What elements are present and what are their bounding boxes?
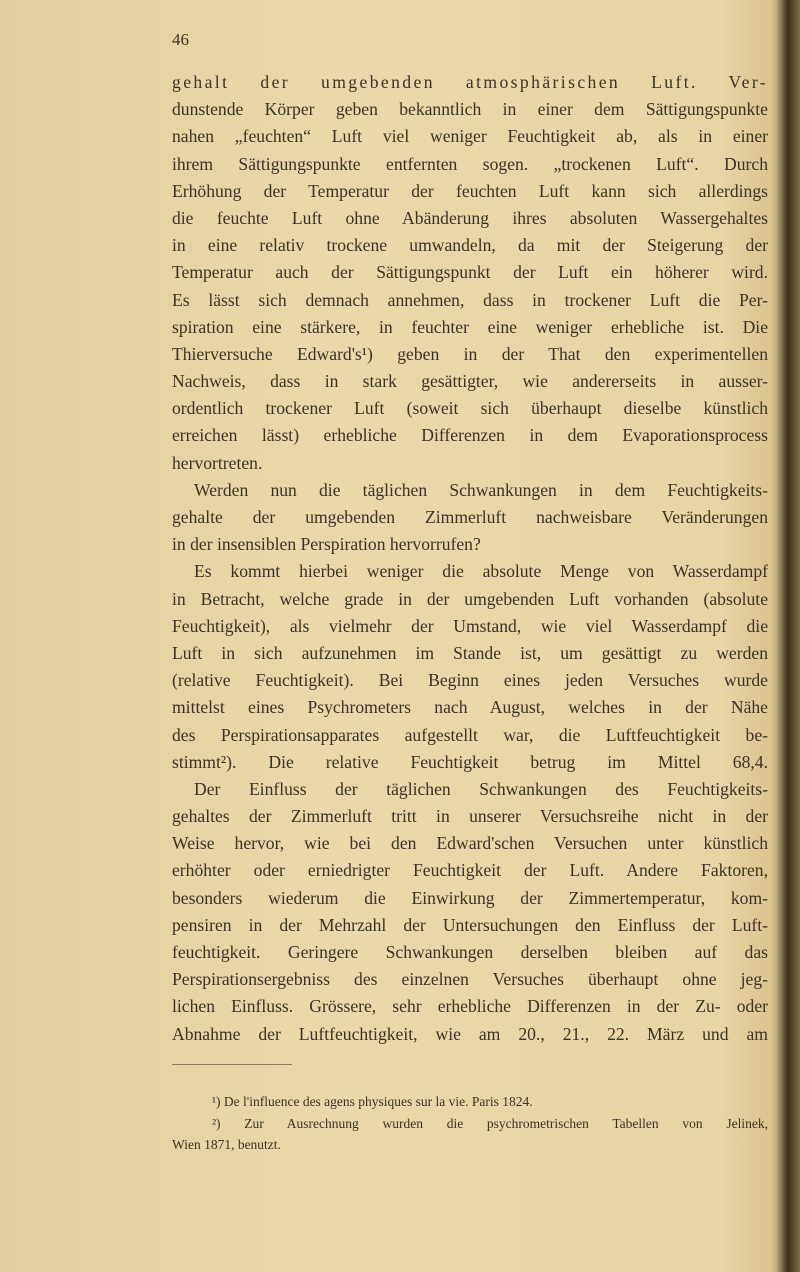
- text-line: Thierversuche Edward's¹) geben in der That den experimentellen: [172, 343, 768, 364]
- text-line: Temperatur auch der Sättigungspunkt der Luft ein höherer wird.: [172, 262, 768, 283]
- text-line: spiration eine stärkere, in feuchter eine weniger erhebliche ist. Die: [172, 316, 768, 337]
- text-line: Erhöhung der Temperatur der feuchten Luft kann sich allerdings: [172, 180, 768, 201]
- text-line: Feuchtigkeit), als vielmehr der Umstand, wie viel Wasserdampf die: [172, 615, 768, 636]
- text-line: Es lässt sich demnach annehmen, dass in trockener Luft die Per-: [172, 289, 768, 310]
- text-line: ordentlich trockener Luft (soweit sich überhaupt dieselbe künstlich: [172, 398, 768, 419]
- text-line: gehaltes der Zimmerluft tritt in unserer Versuchsreihe nicht in der: [172, 806, 768, 827]
- text-line: Werden nun die täglichen Schwankungen in dem Feuchtigkeits-: [194, 479, 768, 500]
- text-line: nahen „feuchten“ Luft viel weniger Feuchtigkeit ab, als in einer: [172, 126, 768, 147]
- text-line: (relative Feuchtigkeit). Bei Beginn eines jeden Versuches wurde: [172, 670, 768, 691]
- text-line: besonders wiederum die Einwirkung der Zimmertemperatur, kom-: [172, 887, 768, 908]
- text-line: mittelst eines Psychrometers nach August, welches in der Nähe: [172, 697, 768, 718]
- body-text: [172, 69, 768, 1048]
- text-line: Weise hervor, wie bei den Edward'schen Versuchen unter künstlich: [172, 833, 768, 854]
- text-line: in eine relativ trockene umwandeln, da mit der Steigerung der: [172, 235, 768, 256]
- text-line: Luft in sich aufzunehmen im Stande ist, um gesättigt zu werden: [172, 642, 768, 663]
- text-line: lichen Einfluss. Grössere, sehr erhebliche Differenzen in der Zu- oder: [172, 996, 768, 1017]
- text-line: Der Einfluss der täglichen Schwankungen des Feuchtigkeits-: [194, 778, 768, 799]
- text-line: Abnahme der Luftfeuchtigkeit, wie am 20., 21., 22. März und am: [172, 1023, 768, 1044]
- text-line: Es kommt hierbei weniger die absolute Menge von Wasserdampf: [194, 561, 768, 582]
- text-line: in Betracht, welche grade in der umgebenden Luft vorhanden (absolute: [172, 588, 768, 609]
- text-line: hervortreten.: [172, 452, 263, 473]
- text-line: dunstende Körper geben bekanntlich in einer dem Sättigungspunkte: [172, 99, 768, 120]
- text-line: pensiren in der Mehrzahl der Untersuchungen den Einfluss der Luft-: [172, 914, 768, 935]
- text-line: in der insensiblen Perspiration hervorrufen?: [172, 534, 481, 555]
- text-line: Perspirationsergebniss des einzelnen Versuches überhaupt ohne jeg-: [172, 969, 768, 990]
- page-number: 46: [172, 30, 189, 49]
- text-line: gehalte der umgebenden Zimmerluft nachweisbare Veränderungen: [172, 507, 768, 527]
- footnote-2-continued: Wien 1871, benutzt.: [172, 1137, 281, 1152]
- text-line: stimmt²). Die relative Feuchtigkeit betrug im Mittel 68,4.: [172, 751, 768, 772]
- text-line: des Perspirationsapparates aufgestellt war, die Luftfeuchtigkeit be-: [172, 724, 768, 745]
- text-line: Nachweis, dass in stark gesättigter, wie andererseits in ausser-: [172, 371, 768, 392]
- footnotes: [172, 1091, 768, 1156]
- text-line: feuchtigkeit. Geringere Schwankungen derselben bleiben auf das: [172, 942, 768, 962]
- text-line: die feuchte Luft ohne Abänderung ihres absoluten Wassergehaltes: [172, 207, 768, 228]
- book-binding-edge: [770, 0, 800, 1272]
- footnote-divider: [172, 1064, 292, 1065]
- text-line: gehalt der umgebenden atmosphärischen Luft. Ver-: [172, 72, 768, 92]
- footnote-1: ¹) De l'influence des agens physiques sur la vie. Paris 1824.: [212, 1094, 533, 1109]
- text-line: erreichen lässt) erhebliche Differenzen in dem Evaporationsprocess: [172, 425, 768, 446]
- text-line: ihrem Sättigungspunkte entfernten sogen. „trockenen Luft“. Durch: [172, 153, 768, 174]
- footnote-2: ²) Zur Ausrechnung wurden die psychrometrischen Tabellen von Jelinek,: [212, 1115, 768, 1131]
- text-line: erhöhter oder erniedrigter Feuchtigkeit der Luft. Andere Faktoren,: [172, 860, 768, 881]
